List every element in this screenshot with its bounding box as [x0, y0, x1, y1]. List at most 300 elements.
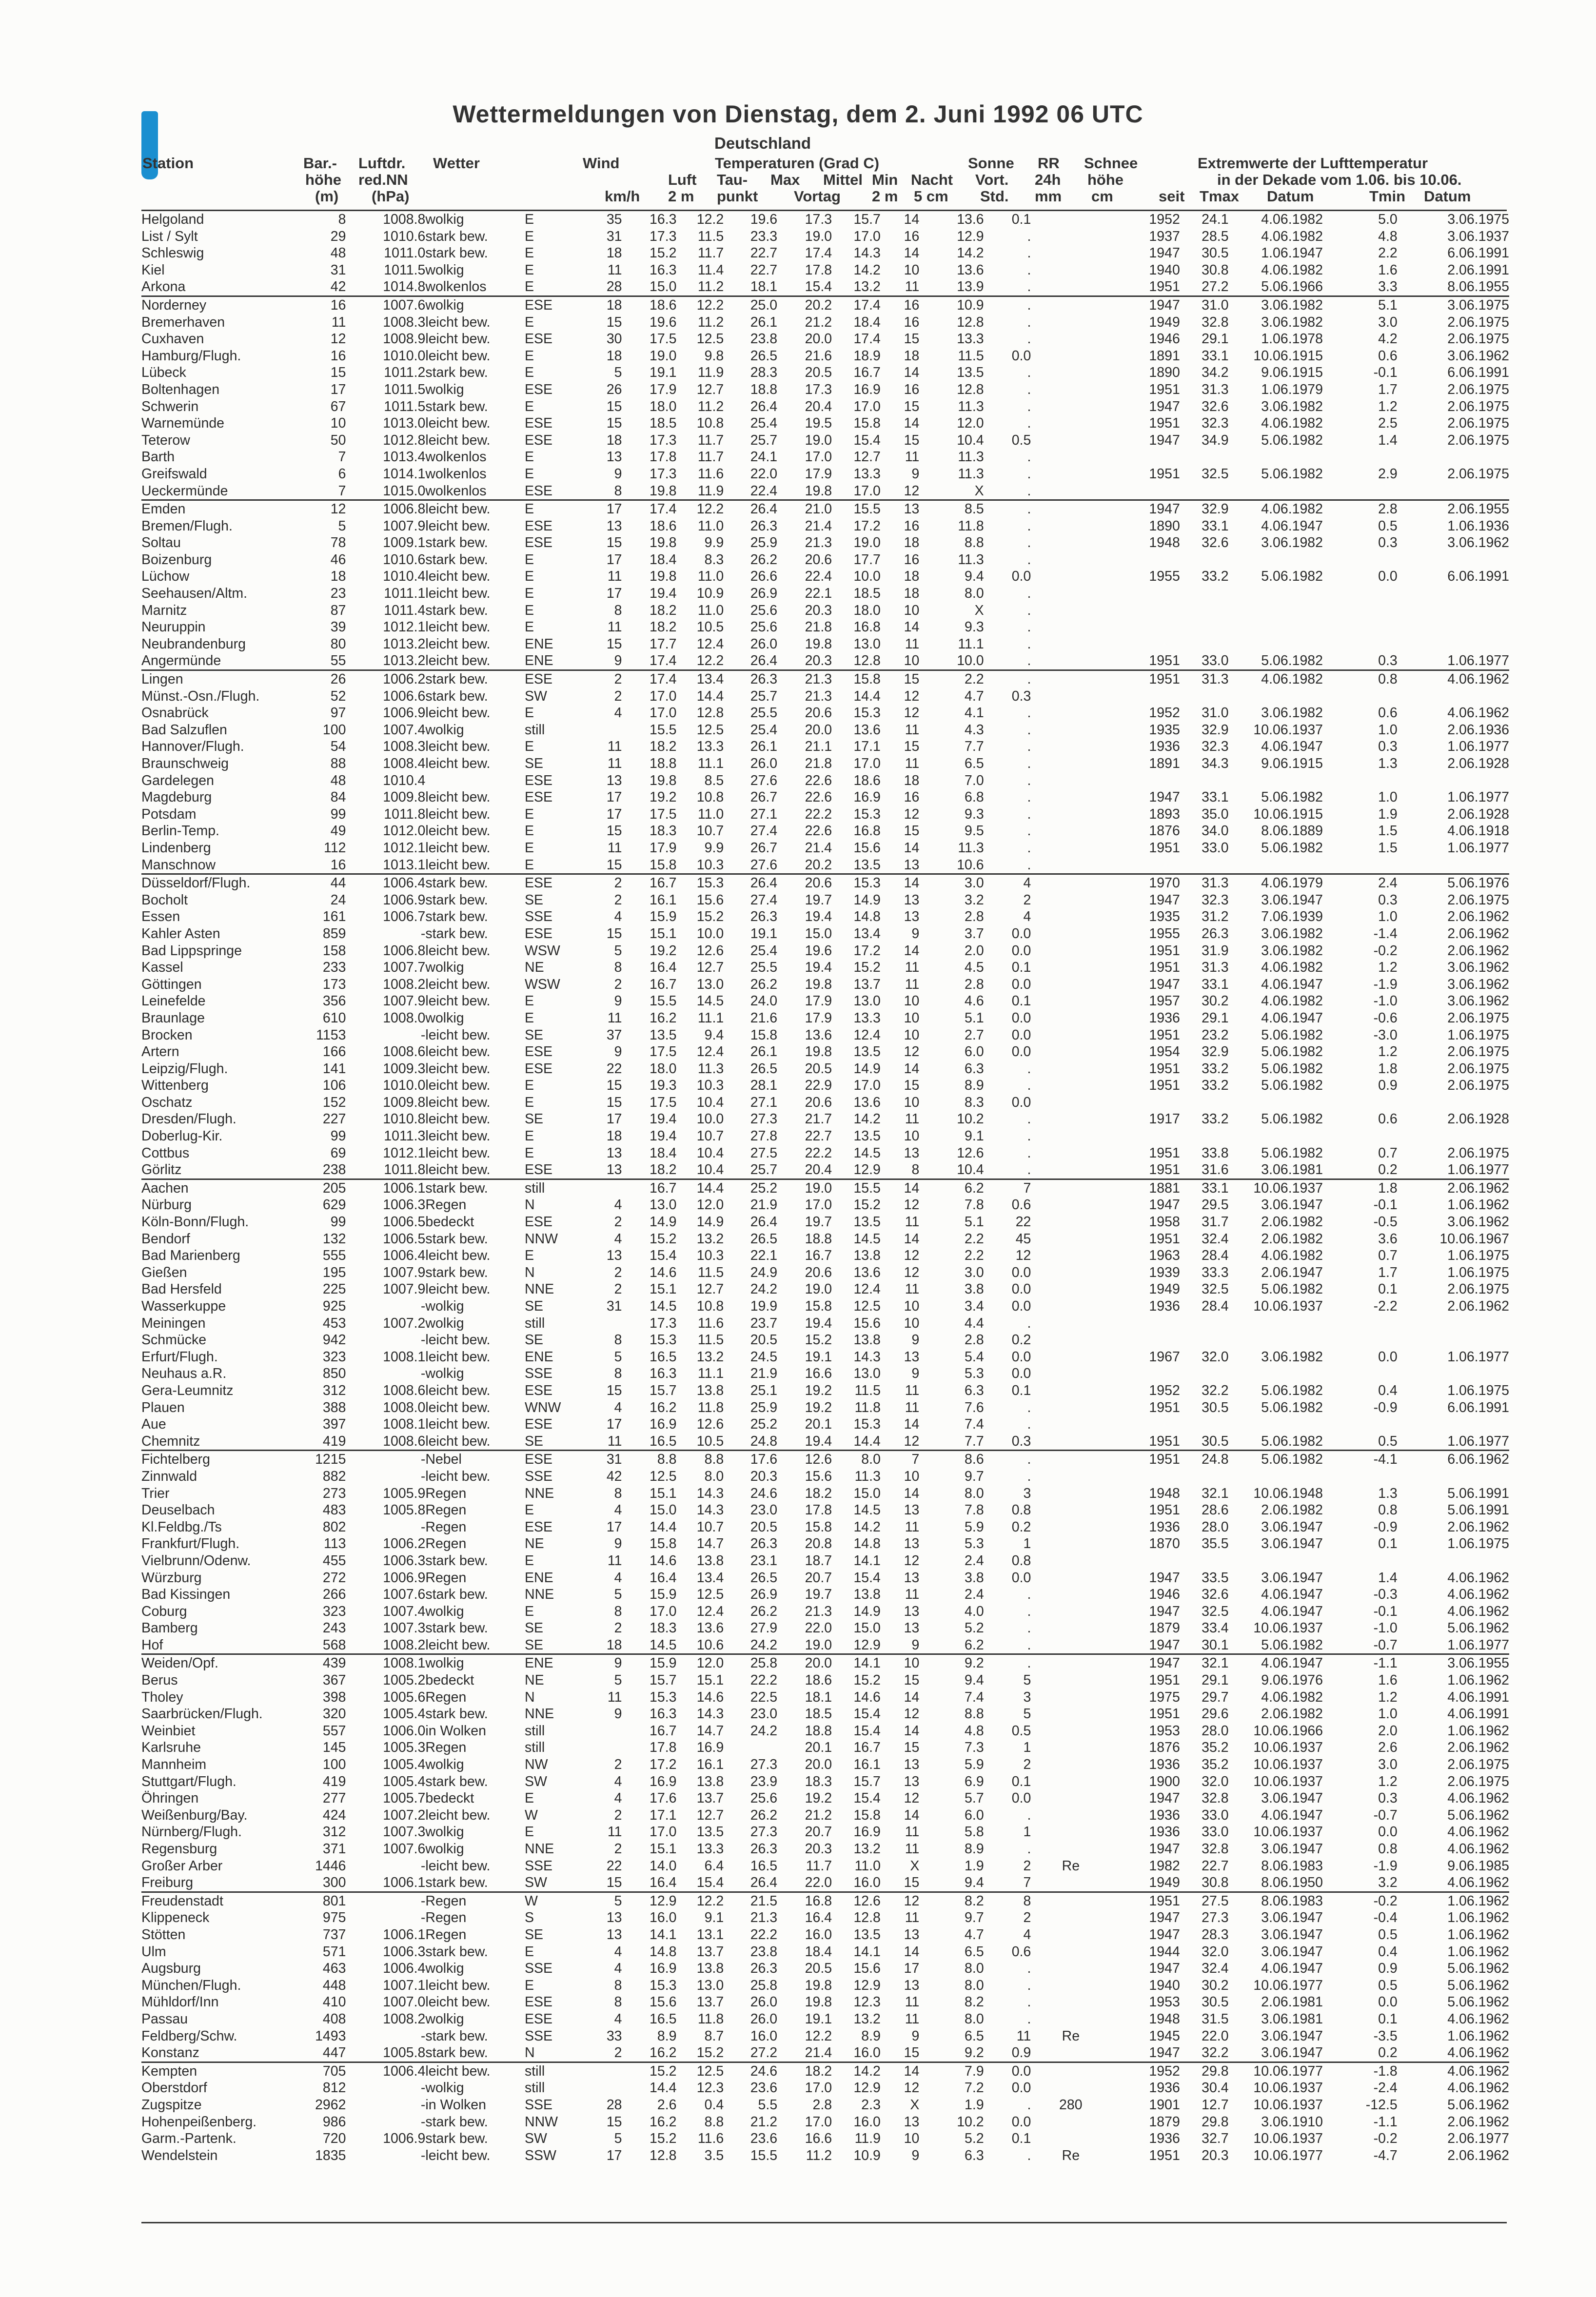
- table-cell: Kassel: [141, 960, 183, 976]
- table-cell: 26.4: [750, 653, 778, 669]
- table-cell: 10.6: [957, 857, 984, 873]
- table-cell: 1007.9: [383, 518, 426, 534]
- table-cell: 15: [904, 2045, 920, 2061]
- table-row: [141, 789, 1509, 806]
- table-cell: 17.5: [650, 806, 677, 822]
- table-cell: 18.8: [650, 756, 677, 771]
- table-cell: E: [524, 840, 534, 856]
- table-cell: 15: [606, 314, 622, 330]
- table-cell: 15: [606, 925, 622, 942]
- table-row: [141, 2062, 1509, 2080]
- table-row: [141, 1739, 1509, 1756]
- table-cell: 455: [322, 1552, 346, 1569]
- table-cell: 15.2: [805, 1332, 832, 1348]
- table-cell: [1031, 466, 1110, 483]
- table-cell: 11: [607, 1824, 622, 1840]
- table-cell: 1012.0: [383, 823, 426, 839]
- table-cell: 100: [322, 1757, 346, 1773]
- table-cell: 0.1: [1011, 2131, 1031, 2147]
- table-cell: 8.0: [965, 1977, 984, 1993]
- table-cell: 22.6: [805, 789, 832, 805]
- table-cell: 4.06.1962: [1447, 1570, 1509, 1586]
- header-seit: seit: [1159, 188, 1185, 205]
- table-cell: 3.7: [965, 925, 984, 942]
- table-cell: 1008.8: [383, 212, 426, 227]
- table-cell: 16: [301, 296, 346, 314]
- table-cell: 1007.0: [383, 1994, 426, 2010]
- table-cell: Konstanz: [141, 2045, 199, 2061]
- table-cell: 13.6: [853, 722, 881, 738]
- table-cell: 4.06.1962: [1398, 2062, 1509, 2080]
- table-cell: 1.06.1977: [1447, 789, 1509, 805]
- table-cell: 4.06.1962: [1447, 705, 1509, 721]
- table-cell: 16.7: [650, 1723, 677, 1739]
- table-cell: 17.7: [853, 551, 881, 568]
- table-row: [141, 840, 1509, 857]
- table-cell: [1031, 806, 1110, 823]
- table-cell: 5.5: [758, 2097, 778, 2113]
- table-cell: 10.06.1937: [1253, 2097, 1323, 2113]
- table-cell: leicht bew.: [425, 840, 491, 856]
- table-cell: 17.8: [805, 262, 832, 278]
- table-cell: 11.0: [697, 602, 724, 618]
- table-cell: .: [1027, 398, 1031, 414]
- table-cell: 16: [881, 296, 919, 314]
- table-cell: -0.7: [1373, 1637, 1398, 1653]
- table-cell: 28.0: [1202, 1519, 1229, 1535]
- table-cell: 15: [606, 1078, 622, 1094]
- table-cell: 14.6: [853, 1689, 881, 1705]
- table-cell: 1009.8: [383, 789, 426, 805]
- table-cell: 1947: [1149, 1790, 1180, 1806]
- table-cell: [1031, 959, 1110, 976]
- table-cell: 16.4: [650, 960, 677, 976]
- table-cell: 15.1: [650, 1485, 677, 1501]
- table-cell: 12: [881, 1892, 919, 1909]
- table-cell: 8.9: [861, 2028, 881, 2044]
- table-cell: 1008.0: [383, 1399, 426, 1415]
- table-cell: Bad Lippspringe: [141, 942, 242, 959]
- table-cell: [1323, 1552, 1398, 1570]
- table-cell: 15.4: [853, 1723, 881, 1739]
- table-cell: 12.8: [853, 1910, 881, 1926]
- table-cell: 13.3: [853, 1010, 881, 1026]
- table-cell: 1936: [1149, 1824, 1180, 1840]
- table-cell: 1008.9: [383, 331, 426, 347]
- table-cell: -: [420, 1366, 426, 1382]
- table-cell: leicht bew.: [425, 976, 491, 992]
- table-cell: 12.4: [853, 1281, 881, 1297]
- table-cell: 439: [301, 1654, 346, 1672]
- table-cell: 9: [911, 1637, 920, 1653]
- table-cell: 0.0: [1011, 2114, 1031, 2130]
- table-cell: leicht bew.: [425, 1807, 491, 1823]
- table-cell: [1031, 1433, 1110, 1451]
- table-cell: 5.06.1982: [1261, 1060, 1323, 1077]
- table-cell: -4.7: [1373, 2147, 1398, 2163]
- table-row: [141, 518, 1509, 535]
- table-cell: ENE: [524, 1349, 553, 1365]
- table-cell: stark bew.: [425, 398, 488, 414]
- table-row: [141, 1637, 1509, 1654]
- table-cell: [1398, 449, 1509, 466]
- table-cell: 8.0: [965, 1485, 984, 1501]
- table-cell: 21.2: [805, 1807, 832, 1823]
- table-cell: 10: [330, 415, 346, 432]
- table-cell: 1945: [1149, 2028, 1180, 2044]
- table-row: [141, 1231, 1509, 1248]
- table-cell: 16.7: [853, 1740, 881, 1756]
- table-cell: 14.5: [853, 1145, 881, 1161]
- table-cell: 1949: [1149, 314, 1180, 330]
- table-cell: 5: [614, 1587, 622, 1603]
- table-cell: 17.6: [650, 1790, 677, 1806]
- table-cell: 8: [614, 1332, 622, 1348]
- table-cell: leicht bew.: [425, 1094, 491, 1110]
- table-cell: 10.4: [957, 1162, 984, 1178]
- table-cell: 16.6: [805, 1366, 832, 1382]
- table-cell: ESE: [525, 296, 589, 314]
- table-cell: 14.3: [853, 245, 881, 261]
- table-cell: 12: [904, 1552, 920, 1569]
- table-row: [141, 1552, 1509, 1570]
- table-cell: [1229, 1552, 1323, 1570]
- table-cell: 21.3: [777, 670, 832, 688]
- table-cell: still: [524, 1315, 545, 1331]
- table-cell: 0.6: [1378, 1111, 1398, 1127]
- table-cell: 12: [904, 483, 920, 499]
- table-cell: 1951: [1149, 466, 1180, 482]
- table-cell: 424: [322, 1807, 346, 1823]
- table-cell: 13: [904, 1773, 920, 1789]
- table-cell: [1031, 1128, 1110, 1145]
- table-cell: E: [524, 348, 534, 364]
- table-cell: 397: [322, 1416, 346, 1433]
- table-cell: 18.4: [650, 551, 677, 568]
- table-cell: [1323, 1416, 1398, 1433]
- table-cell: 22.9: [805, 1078, 832, 1094]
- table-cell: 15.1: [650, 1841, 677, 1857]
- header-luftdr-2: red.NN: [358, 171, 408, 188]
- table-cell: 5: [614, 365, 622, 381]
- table-cell: Mannheim: [141, 1757, 207, 1773]
- table-cell: 15.6: [853, 1315, 881, 1331]
- table-cell: 14: [904, 1416, 920, 1433]
- table-cell: 6.9: [965, 1773, 984, 1789]
- table-cell: 312: [322, 1824, 346, 1840]
- table-cell: 15.5: [650, 722, 677, 738]
- table-cell: N: [524, 1264, 535, 1280]
- table-cell: stark bew.: [425, 1875, 488, 1891]
- table-cell: 42: [606, 1468, 622, 1484]
- table-cell: Stuttgart/Flugh.: [141, 1773, 236, 1789]
- table-cell: 13.8: [696, 1773, 724, 1789]
- table-cell: 986: [322, 2114, 346, 2130]
- table-cell: 24: [330, 892, 346, 908]
- table-cell: 0.0: [1378, 1824, 1398, 1840]
- table-cell: 11.4: [697, 262, 724, 278]
- table-row: [141, 1060, 1509, 1078]
- table-cell: [1031, 1909, 1110, 1926]
- header-min: Min: [872, 171, 898, 188]
- table-cell: 11: [607, 1552, 622, 1569]
- table-cell: 2.2: [965, 1248, 984, 1264]
- table-cell: 3.8: [965, 1570, 984, 1586]
- table-cell: 15.3: [853, 1416, 881, 1433]
- table-cell: 4: [1023, 909, 1031, 925]
- table-cell: 15: [606, 1875, 622, 1891]
- table-cell: SSE: [524, 1858, 553, 1874]
- table-cell: 1951: [1149, 279, 1180, 295]
- table-cell: 13.3: [696, 739, 724, 755]
- table-cell: 5: [1023, 1706, 1031, 1722]
- table-cell: 13.8: [696, 1552, 724, 1569]
- table-cell: [1031, 211, 1110, 228]
- table-cell: wolkig: [425, 2080, 464, 2096]
- table-cell: 18.1: [750, 279, 778, 295]
- table-cell: 10: [904, 1010, 920, 1026]
- table-cell: 0.6: [1378, 705, 1398, 721]
- table-cell: SE: [524, 1332, 544, 1348]
- table-cell: 1939: [1149, 1264, 1180, 1280]
- table-cell: 11: [607, 569, 622, 585]
- table-cell: 21.6: [750, 1010, 778, 1026]
- table-cell: -: [420, 1468, 426, 1484]
- table-cell: 4.06.1962: [1447, 2080, 1509, 2096]
- table-cell: [1180, 688, 1229, 705]
- table-cell: [1031, 415, 1110, 432]
- table-cell: wolkig: [425, 1757, 464, 1773]
- table-cell: 18.3: [650, 823, 677, 839]
- table-cell: 15.2: [853, 1672, 881, 1688]
- table-cell: -2.4: [1373, 2080, 1398, 2096]
- table-cell: [1031, 976, 1110, 993]
- table-cell: 32.4: [1202, 1231, 1229, 1247]
- table-cell: 10: [904, 602, 920, 618]
- table-cell: 1011.8: [384, 1162, 426, 1178]
- table-cell: 13: [606, 1162, 622, 1178]
- table-cell: 1935: [1149, 909, 1180, 925]
- table-cell: Dresden/Flugh.: [141, 1111, 236, 1127]
- table-cell: 15: [606, 1382, 622, 1398]
- table-cell: leicht bew.: [425, 518, 491, 534]
- table-cell: 1011.8: [384, 806, 426, 822]
- table-cell: 2.06.1975: [1447, 1078, 1509, 1094]
- table-cell: 23.0: [750, 1706, 778, 1722]
- table-row: [141, 2147, 1509, 2164]
- table-cell: wolkenlos: [425, 466, 487, 482]
- table-cell: 18.4: [650, 1145, 677, 1161]
- table-cell: [1031, 1689, 1110, 1706]
- table-cell: 18: [606, 1128, 622, 1144]
- table-cell: 1.06.1962: [1447, 1926, 1509, 1943]
- table-cell: 49: [330, 823, 346, 839]
- table-cell: 13.8: [696, 1382, 724, 1398]
- table-cell: 22.0: [750, 466, 778, 482]
- table-cell: 16.0: [853, 1875, 881, 1891]
- table-cell: -0.1: [1373, 1197, 1398, 1213]
- table-cell: 2: [614, 1281, 622, 1297]
- table-cell: 13.7: [696, 1944, 724, 1960]
- table-cell: 19.0: [805, 1281, 832, 1297]
- table-cell: 14.9: [853, 892, 881, 908]
- table-cell: [1323, 585, 1398, 602]
- table-cell: 18.1: [805, 1689, 832, 1705]
- table-cell: 2.06.1962: [1447, 1740, 1509, 1756]
- table-row: [141, 1298, 1509, 1315]
- table-cell: 2.06.1962: [1447, 942, 1509, 959]
- table-cell: 16.2: [650, 2045, 677, 2061]
- table-cell: 9: [911, 1366, 920, 1382]
- table-cell: 27.1: [750, 806, 778, 822]
- table-cell: 8: [614, 1603, 622, 1619]
- table-cell: 6.8: [965, 789, 984, 805]
- table-cell: 12.5: [853, 1298, 881, 1314]
- table-cell: 7: [984, 1179, 1031, 1197]
- table-cell: [1229, 1365, 1323, 1382]
- table-cell: 14.6: [696, 1689, 724, 1705]
- table-cell: 13: [606, 1910, 622, 1926]
- table-cell: 11.1: [958, 636, 984, 652]
- table-cell: 11.2: [697, 398, 724, 414]
- table-cell: 7.8: [965, 1197, 984, 1213]
- table-cell: Braunschweig: [141, 756, 229, 771]
- table-cell: 2.06.1975: [1447, 398, 1509, 414]
- table-cell: 7.2: [965, 2080, 984, 2096]
- table-cell: 1951: [1149, 1231, 1180, 1247]
- table-cell: 4.06.1947: [1261, 1961, 1323, 1977]
- table-cell: 11.6: [697, 466, 724, 482]
- table-cell: 2: [1023, 1757, 1031, 1773]
- table-cell: Regen: [425, 1536, 467, 1552]
- table-cell: 16.0: [750, 2028, 778, 2044]
- table-cell: 11: [607, 1433, 622, 1449]
- table-cell: 0.7: [1378, 1145, 1398, 1161]
- table-cell: 5: [338, 518, 346, 534]
- table-cell: 113: [324, 1536, 346, 1552]
- table-cell: 15: [881, 670, 919, 688]
- table-cell: 20.6: [777, 874, 832, 892]
- table-cell: 3.4: [965, 1298, 984, 1314]
- table-cell: 32.0: [1202, 1773, 1229, 1789]
- table-cell: 1947: [1149, 1926, 1180, 1943]
- table-cell: 11: [607, 756, 622, 771]
- table-cell: 19.0: [805, 228, 832, 244]
- table-cell: 1951: [1149, 960, 1180, 976]
- table-cell: still: [524, 722, 545, 738]
- table-cell: SE: [524, 892, 544, 908]
- table-cell: 6.2: [919, 1179, 984, 1197]
- table-cell: 2.6: [1378, 1740, 1398, 1756]
- table-cell: 27.6: [750, 857, 778, 873]
- table-cell: [1031, 993, 1110, 1010]
- table-cell: .: [1027, 1637, 1031, 1653]
- table-cell: 4: [614, 1399, 622, 1415]
- table-cell: wolkig: [425, 960, 464, 976]
- table-cell: 4.06.1982: [1261, 262, 1323, 278]
- table-cell: -0.9: [1373, 1399, 1398, 1415]
- table-cell: -: [420, 1332, 426, 1348]
- table-row: [141, 415, 1509, 432]
- table-cell: [1031, 789, 1110, 806]
- table-cell: 3.3: [1378, 279, 1398, 295]
- table-cell: 33.4: [1202, 1620, 1229, 1636]
- table-cell: 3.06.1910: [1261, 2114, 1323, 2130]
- table-cell: 24.6: [750, 1485, 778, 1501]
- table-cell: 12.9: [853, 1162, 881, 1178]
- table-cell: 6.0: [965, 1044, 984, 1060]
- table-cell: 14.5: [650, 1637, 677, 1653]
- table-cell: 2.06.1975: [1447, 331, 1509, 347]
- table-cell: 17.3: [805, 381, 832, 397]
- table-cell: 1944: [1149, 1944, 1180, 1960]
- table-cell: 16: [330, 857, 346, 873]
- table-cell: 1005.6: [383, 1689, 426, 1705]
- table-cell: [1031, 636, 1110, 653]
- table-cell: leicht bew.: [425, 1416, 491, 1433]
- table-cell: Münst.-Osn./Flugh.: [141, 688, 260, 704]
- table-cell: [1110, 1552, 1180, 1570]
- table-cell: 14.4: [650, 1519, 677, 1535]
- table-cell: 29: [330, 228, 346, 244]
- table-cell: 14.9: [853, 1603, 881, 1619]
- table-cell: 2.06.1928: [1447, 806, 1509, 822]
- table-cell: 1879: [1149, 2114, 1180, 2130]
- table-cell: Bamberg: [141, 1620, 198, 1636]
- table-cell: 571: [322, 1944, 346, 1960]
- table-cell: Weiden/Opf.: [141, 1654, 301, 1672]
- table-cell: .: [1027, 2097, 1031, 2113]
- table-cell: 18.2: [650, 1162, 677, 1178]
- table-cell: -: [420, 2097, 426, 2113]
- table-cell: [1398, 619, 1509, 636]
- table-cell: 13.5: [853, 1128, 881, 1144]
- table-cell: 32.5: [1202, 1603, 1229, 1619]
- table-row: [141, 993, 1509, 1010]
- table-cell: [1229, 551, 1323, 569]
- table-cell: 1005.8: [383, 2045, 426, 2061]
- table-cell: 11.5: [854, 1382, 881, 1398]
- table-cell: 1.9: [965, 2097, 984, 2113]
- table-cell: 16.1: [853, 1757, 881, 1773]
- table-cell: 1951: [1149, 653, 1180, 669]
- table-cell: 12: [904, 688, 920, 704]
- table-cell: [1031, 857, 1110, 874]
- table-cell: 10.8: [696, 789, 724, 805]
- table-cell: 4.06.1947: [1229, 1654, 1323, 1672]
- table-cell: 22.2: [750, 1672, 778, 1688]
- table-cell: 11: [905, 756, 920, 771]
- table-cell: 33.1: [1202, 348, 1229, 364]
- table-cell: 19.5: [805, 415, 832, 432]
- table-cell: 16.5: [650, 1433, 677, 1449]
- table-cell: 4: [614, 1231, 622, 1247]
- table-cell: 17.3: [805, 212, 832, 227]
- table-cell: 17.9: [805, 1010, 832, 1026]
- table-cell: 17.5: [650, 331, 677, 347]
- table-cell: 14.2: [853, 262, 881, 278]
- table-cell: [1031, 1790, 1110, 1807]
- table-cell: bedeckt: [425, 1672, 474, 1688]
- table-cell: Osnabrück: [141, 705, 209, 721]
- table-cell: 24.0: [750, 993, 778, 1009]
- table-cell: 7: [881, 1451, 919, 1468]
- table-cell: 4: [614, 1961, 622, 1977]
- table-cell: 13.6: [853, 1094, 881, 1110]
- table-cell: [1323, 1128, 1398, 1145]
- table-cell: [1031, 1214, 1110, 1231]
- table-cell: 32.2: [1202, 1382, 1229, 1398]
